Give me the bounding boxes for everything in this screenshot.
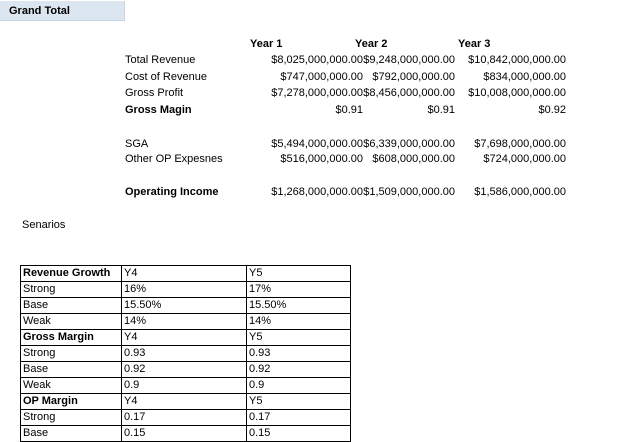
cell-sga-y3[interactable]: $7,698,000,000.00: [474, 138, 566, 150]
scenario-cell[interactable]: 0.93: [122, 346, 247, 362]
cell-sga-y2[interactable]: $6,339,000,000.00: [363, 138, 455, 150]
table-row: [21, 330, 351, 346]
scenario-cell[interactable]: Gross Margin: [21, 330, 122, 346]
row-label-other-op-expenses[interactable]: Other OP Expesnes: [125, 153, 223, 165]
scenario-cell[interactable]: Y5: [247, 330, 351, 346]
table-row: [21, 362, 351, 378]
scenario-cell[interactable]: 14%: [122, 314, 247, 330]
table-row: [21, 314, 351, 330]
table-row: [21, 394, 351, 410]
grand-total-label: Grand Total: [9, 5, 70, 17]
table-row: [21, 298, 351, 314]
row-label-gross-profit[interactable]: Gross Profit: [125, 87, 184, 99]
scenario-cell[interactable]: Base: [21, 362, 122, 378]
cell-operating-income-y3[interactable]: $1,586,000,000.00: [474, 186, 566, 198]
scenario-cell[interactable]: 0.92: [122, 362, 247, 378]
scenario-cell[interactable]: 17%: [247, 282, 351, 298]
cell-gross-margin-y3[interactable]: $0.92: [538, 104, 566, 116]
cell-total-revenue-y3[interactable]: $10,842,000,000.00: [468, 54, 566, 66]
scenario-cell[interactable]: 15.50%: [247, 298, 351, 314]
cell-other-op-expenses-y2[interactable]: $608,000,000.00: [372, 153, 455, 165]
row-label-operating-income[interactable]: Operating Income: [125, 186, 219, 198]
scenario-cell[interactable]: 16%: [122, 282, 247, 298]
scenario-cell[interactable]: Revenue Growth: [21, 266, 122, 282]
scenario-cell[interactable]: Strong: [21, 346, 122, 362]
scenario-cell[interactable]: 0.15: [247, 426, 351, 442]
cell-other-op-expenses-y3[interactable]: $724,000,000.00: [483, 153, 566, 165]
scenario-cell[interactable]: Strong: [21, 410, 122, 426]
cell-gross-profit-y1[interactable]: $7,278,000,000.00: [271, 87, 363, 99]
cell-gross-profit-y2[interactable]: $8,456,000,000.00: [363, 87, 455, 99]
table-row: [21, 282, 351, 298]
row-label-cost-of-revenue[interactable]: Cost of Revenue: [125, 71, 207, 83]
cell-gross-margin-y2[interactable]: $0.91: [427, 104, 455, 116]
year-3-header[interactable]: Year 3: [458, 38, 491, 50]
scenario-cell[interactable]: Weak: [21, 378, 122, 394]
year-1-header[interactable]: Year 1: [250, 38, 283, 50]
scenario-cell[interactable]: 0.92: [247, 362, 351, 378]
cell-cost-of-revenue-y2[interactable]: $792,000,000.00: [372, 71, 455, 83]
scenario-cell[interactable]: Strong: [21, 282, 122, 298]
scenario-cell[interactable]: 0.93: [247, 346, 351, 362]
scenario-cell[interactable]: 0.15: [122, 426, 247, 442]
scenario-cell[interactable]: Base: [21, 298, 122, 314]
year-2-header[interactable]: Year 2: [355, 38, 388, 50]
cell-cost-of-revenue-y1[interactable]: $747,000,000.00: [280, 71, 363, 83]
scenarios-table: [20, 265, 351, 442]
cell-cost-of-revenue-y3[interactable]: $834,000,000.00: [483, 71, 566, 83]
cell-total-revenue-y1[interactable]: $8,025,000,000.00: [271, 54, 363, 66]
scenario-cell[interactable]: Y4: [122, 394, 247, 410]
table-row: [21, 378, 351, 394]
scenario-cell[interactable]: OP Margin: [21, 394, 122, 410]
scenario-cell[interactable]: Y4: [122, 266, 247, 282]
cell-gross-margin-y1[interactable]: $0.91: [335, 104, 363, 116]
table-row: [21, 410, 351, 426]
table-row: [21, 346, 351, 362]
cell-other-op-expenses-y1[interactable]: $516,000,000.00: [280, 153, 363, 165]
scenario-cell[interactable]: 15.50%: [122, 298, 247, 314]
table-row: [21, 426, 351, 442]
row-label-gross-margin[interactable]: Gross Magin: [125, 104, 192, 116]
row-label-total-revenue[interactable]: Total Revenue: [125, 54, 196, 66]
scenario-cell[interactable]: 0.17: [247, 410, 351, 426]
scenario-cell[interactable]: Y5: [247, 266, 351, 282]
cell-operating-income-y2[interactable]: $1,509,000,000.00: [363, 186, 455, 198]
scenario-cell[interactable]: 0.17: [122, 410, 247, 426]
cell-total-revenue-y2[interactable]: $9,248,000,000.00: [363, 54, 455, 66]
scenarios-label[interactable]: Senarios: [22, 219, 66, 231]
table-row: [21, 266, 351, 282]
scenario-cell[interactable]: Y4: [122, 330, 247, 346]
cell-sga-y1[interactable]: $5,494,000,000.00: [271, 138, 363, 150]
scenario-cell[interactable]: Y5: [247, 394, 351, 410]
scenario-cell[interactable]: Weak: [21, 314, 122, 330]
scenario-cell[interactable]: 0.9: [122, 378, 247, 394]
grand-total-header[interactable]: [0, 1, 125, 21]
cell-operating-income-y1[interactable]: $1,268,000,000.00: [271, 186, 363, 198]
scenario-cell[interactable]: 14%: [247, 314, 351, 330]
cell-gross-profit-y3[interactable]: $10,008,000,000.00: [468, 87, 566, 99]
scenario-cell[interactable]: Base: [21, 426, 122, 442]
scenario-cell[interactable]: 0.9: [247, 378, 351, 394]
row-label-sga[interactable]: SGA: [125, 138, 149, 150]
